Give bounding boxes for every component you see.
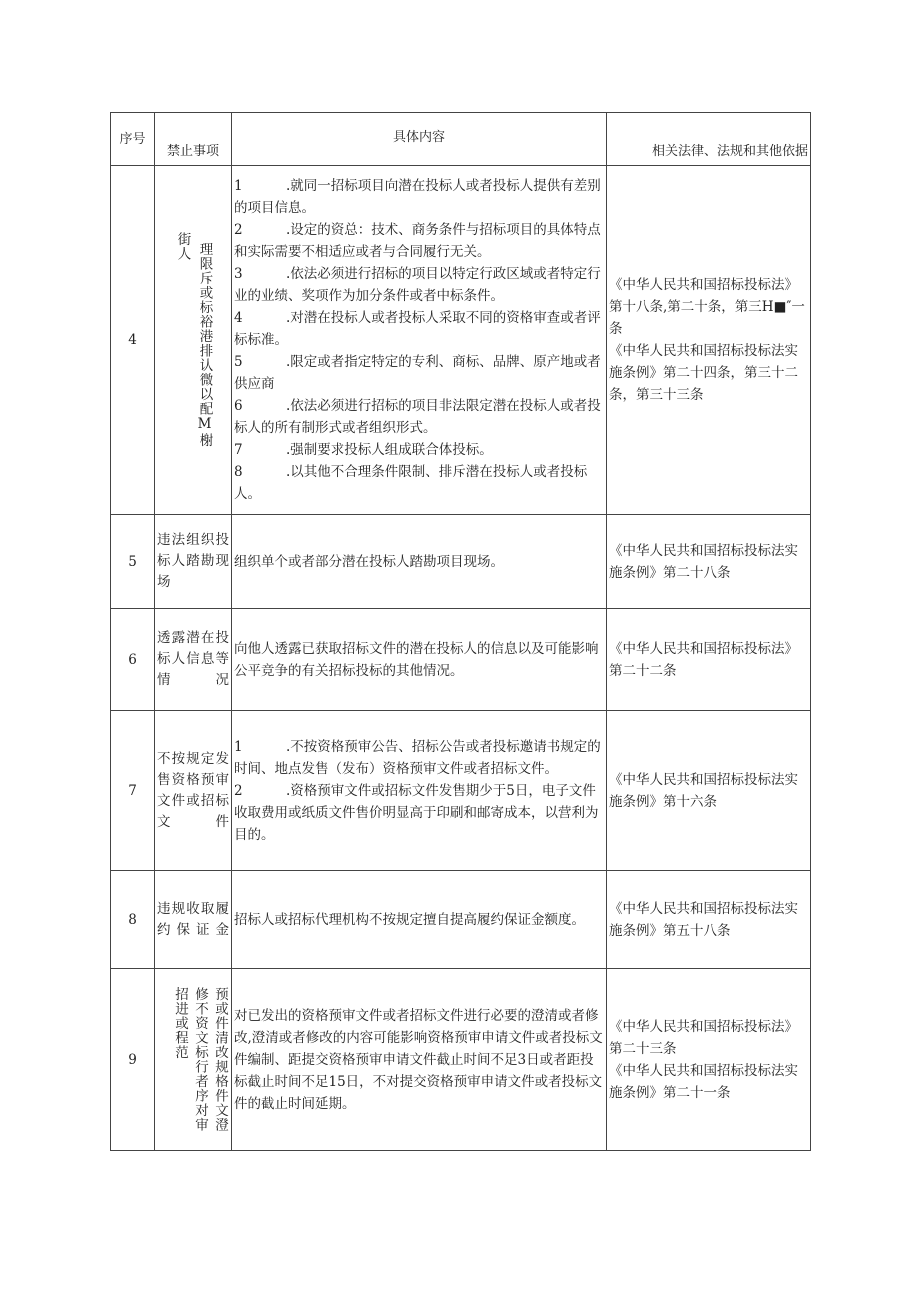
item-vertical-col: 街人 (174, 232, 191, 262)
item-vertical-col: 修不资文标行者序对审 (192, 987, 208, 1132)
law-entry: 《中华人民共和国招标投标法实施条例》第二十四条，第三十二条，第三十三条 (609, 343, 798, 403)
row-seq: 4 (111, 166, 155, 515)
row-content (232, 609, 607, 711)
row-content (232, 515, 607, 609)
law-entry: 《中华人民共和国招标投标法》第二十三条 (609, 1018, 798, 1057)
content-entry: 招标人或招标代理机构不按规定擅自提高履约保证金额度。 (234, 911, 585, 928)
prohibition-table (110, 112, 811, 1151)
item-vertical-col: 预或件清改规格件文澄 (212, 987, 228, 1132)
content-entry: 组织单个或者部分潜在投标人踏勘项目现场。 (234, 553, 504, 570)
table-row (111, 166, 811, 515)
item-vertical-col: 招进或程范 (172, 987, 188, 1060)
content-entry: 3 .依法必须进行招标的项目以特定行政区域或者特定行业的业绩、奖项作为加分条件或者中标条件。 (234, 266, 601, 304)
law-entry: 《中华人民共和国招标投标法实施条例》第十六条 (609, 771, 798, 810)
table-row (111, 871, 811, 969)
item-vertical-col: 理限斥或标裕港排认微以配M榭 (196, 242, 213, 448)
row-seq: 5 (111, 515, 155, 609)
row-law (607, 515, 811, 609)
row-item: 不按规定发售资格预审文件或招标文件 (155, 711, 232, 871)
row-item: 违法组织投标人踏勘现场 (155, 515, 232, 609)
table-row (111, 711, 811, 871)
content-entry: 6 .依法必须进行招标的项目非法限定潜在投标人或者投标人的所有制形式或者组织形式。 (234, 398, 601, 436)
table-header-row (111, 113, 811, 166)
header-seq: 序号 (111, 113, 155, 166)
row-law (607, 711, 811, 871)
law-entry: 《中华人民共和国招标投标法实施条例》第五十八条 (609, 900, 798, 939)
row-content (232, 166, 607, 515)
row-content (232, 711, 607, 871)
law-entry: 《中华人民共和国招标投标法实施条例》第二十八条 (609, 542, 798, 581)
content-entry: 1 .不按资格预审公告、招标公告或者投标邀请书规定的时间、地点发售（发布）资格预审文件或者招标文件。 (234, 738, 601, 777)
row-law (607, 969, 811, 1151)
table-row (111, 969, 811, 1151)
row-seq: 8 (111, 871, 155, 969)
law-entry: 《中华人民共和国招标投标法》第二十二条 (609, 640, 798, 679)
row-content (232, 969, 607, 1151)
content-entry: 向他人透露已获取招标文件的潜在投标人的信息以及可能影响公平竞争的有关招标投标的其他情况。 (234, 640, 599, 679)
row-item (155, 969, 232, 1151)
row-item: 透露潜在投标人信息等情况 (155, 609, 232, 711)
row-item (155, 166, 232, 515)
content-entry: 1 .就同一招标项目向潜在投标人或者投标人提供有差别的项目信息。 (234, 178, 601, 216)
content-entry: 4 .对潜在投标人或者投标人采取不同的资格审查或者评标标准。 (234, 310, 601, 348)
table-row (111, 609, 811, 711)
header-law: 相关法律、法规和其他依据 (607, 113, 811, 166)
row-law (607, 609, 811, 711)
row-seq: 7 (111, 711, 155, 871)
row-law (607, 871, 811, 969)
law-entry: 《中华人民共和国招标投标法》第十八条,第二十条，第三H■″一条 (609, 277, 805, 337)
row-item: 违规收取履约保证金 (155, 871, 232, 969)
content-entry: 2 .资格预审文件或招标文件发售期少于5日，电子文件收取费用或纸质文件售价明显高于印刷和邮寄成本，以营利为目的。 (234, 782, 599, 843)
row-law (607, 166, 811, 515)
content-entry: 对已发出的资格预审文件或者招标文件进行必要的澄清或者修改,澄清或者修改的内容可能影响资格预审申请文件或者投标文件编制、距提交资格预审申请文件截止时间不足3日或者距投标截止时间不足15日，不对提交资格预审申请文件或者投标文件的截止时间延期。 (234, 1007, 603, 1112)
content-entry: 7 .强制要求投标人组成联合体投标。 (234, 442, 493, 458)
table-row (111, 515, 811, 609)
content-entry: 8 .以其他不合理条件限制、排斥潜在投标人或者投标人。 (234, 464, 588, 502)
row-content (232, 871, 607, 969)
law-entry: 《中华人民共和国招标投标法实施条例》第二十一条 (609, 1062, 798, 1101)
row-seq: 9 (111, 969, 155, 1151)
header-item: 禁止事项 (155, 113, 232, 166)
content-entry: 2 .设定的资总：技术、商务条件与招标项目的具体特点和实际需要不相适应或者与合同履行无关。 (234, 222, 601, 260)
header-content: 具体内容 (232, 113, 607, 166)
content-entry: 5 .限定或者指定特定的专利、商标、品牌、原产地或者供应商 (234, 354, 601, 392)
row-seq: 6 (111, 609, 155, 711)
